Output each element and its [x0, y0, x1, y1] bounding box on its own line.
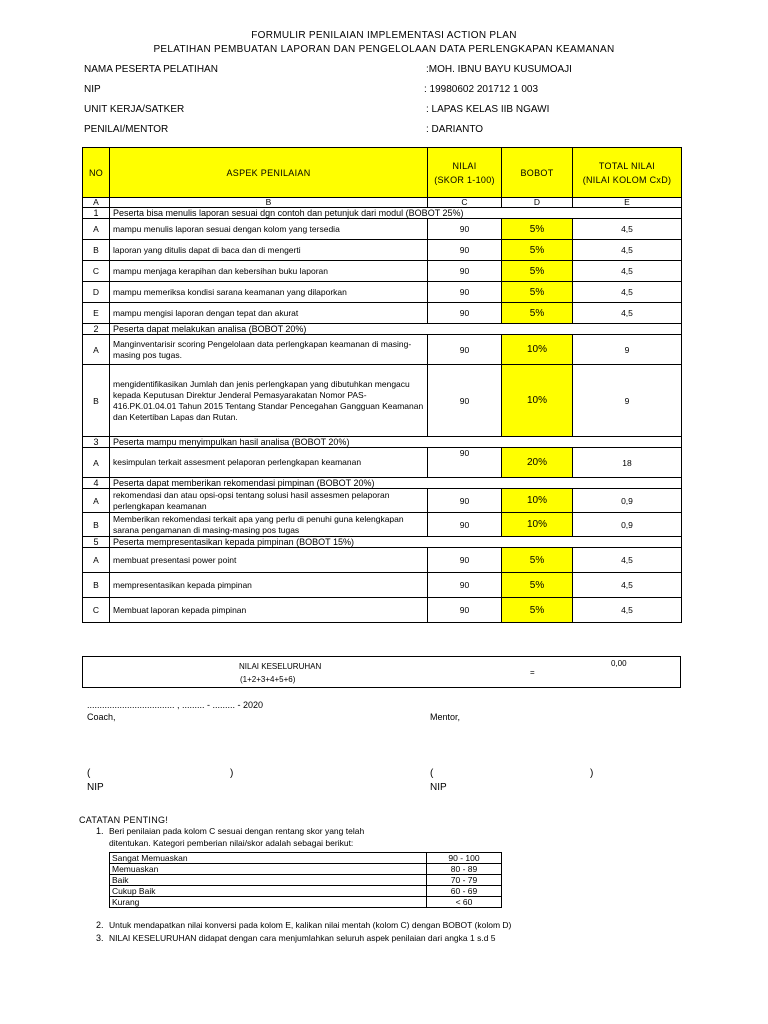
section-number: 4 [83, 478, 110, 489]
section-title: Peserta mempresentasikan kepada pimpinan (BOBOT 15%) [110, 537, 682, 548]
total-value: 4,5 [573, 240, 682, 261]
info-label-nip: NIP [84, 84, 101, 95]
note-3-number: 3. [96, 933, 104, 943]
row-letter: A [83, 548, 110, 573]
total-value: 4,5 [573, 598, 682, 623]
score-value: 90 [428, 303, 502, 324]
note-3-text: NILAI KESELURUHAN didapat dengan cara menjumlahkan seluruh aspek penilaian dari angka 1 s.d 5 [109, 933, 496, 943]
row-letter: B [83, 240, 110, 261]
form-subtitle: PELATIHAN PEMBUATAN LAPORAN DAN PENGELOLAAN DATA PERLENGKAPAN KEAMANAN [153, 44, 615, 55]
category-label: Cukup Baik [110, 886, 427, 897]
score-value: 90 [428, 282, 502, 303]
note-2-text: Untuk mendapatkan nilai konversi pada kolom E, kalikan nilai mentah (kolom C) dengan BOBOT (kolom D) [109, 920, 512, 930]
table-row [83, 548, 682, 573]
info-value-unit: : LAPAS KELAS IIB NGAWI [426, 104, 550, 115]
form-title: FORMULIR PENILAIAN IMPLEMENTASI ACTION PLAN [251, 30, 517, 41]
section-number: 2 [83, 324, 110, 335]
aspect-text: kesimpulan terkait assesment pelaporan perlengkapan keamanan [110, 448, 428, 478]
score-category-table [109, 852, 502, 908]
category-row [110, 864, 502, 875]
section-number: 3 [83, 437, 110, 448]
category-label: Sangat Memuaskan [110, 853, 427, 864]
aspect-text: Memberikan rekomendasi terkait apa yang perlu di penuhi guna kelengkapan sarana pengamanan di masing-masing pos tugas [110, 513, 428, 537]
score-value: 90 [428, 240, 502, 261]
header-bobot: BOBOT [502, 148, 573, 198]
note-2-number: 2. [96, 920, 104, 930]
aspect-text: rekomendasi dan atau opsi-opsi tentang solusi hasil assesmen pelaporan perlengkapan keamanan [110, 489, 428, 513]
total-value: 9 [573, 365, 682, 437]
table-header-row [83, 148, 682, 198]
date-line: ................................... , ......... - ......... - 2020 [87, 700, 264, 710]
total-value: 4,5 [573, 573, 682, 598]
category-range: 70 - 79 [427, 875, 502, 886]
aspect-text: mampu menulis laporan sesuai dengan kolom yang tersedia [110, 219, 428, 240]
note-1-number: 1. [96, 826, 104, 836]
weight-value: 10% [502, 335, 573, 365]
letter-e: E [573, 198, 682, 208]
score-value: 90 [428, 365, 502, 437]
note-1-line-2: ditentukan. Kategori pemberian nilai/skor adalah sebagai berikut: [109, 838, 354, 848]
category-range: 90 - 100 [427, 853, 502, 864]
table-row [83, 282, 682, 303]
score-value: 90 [428, 261, 502, 282]
header-nilai: NILAI (SKOR 1-100) [428, 148, 502, 198]
overall-score-label: NILAI KESELURUHAN [239, 662, 322, 671]
coach-name-close: ) [230, 768, 234, 779]
letter-d: D [502, 198, 573, 208]
category-label: Memuaskan [110, 864, 427, 875]
header-no: NO [83, 148, 110, 198]
info-value-nip: : 19980602 201712 1 003 [424, 84, 538, 95]
weight-value: 10% [502, 513, 573, 537]
aspect-text: mampu memeriksa kondisi sarana keamanan yang dilaporkan [110, 282, 428, 303]
total-value: 18 [573, 448, 682, 478]
score-value: 90 [428, 335, 502, 365]
score-value: 90 [428, 489, 502, 513]
note-1-line-1: Beri penilaian pada kolom C sesuai dengan rentang skor yang telah [109, 826, 365, 836]
row-letter: E [83, 303, 110, 324]
weight-value: 5% [502, 240, 573, 261]
header-total: TOTAL NILAI (NILAI KOLOM CxD) [573, 148, 682, 198]
score-value: 90 [428, 573, 502, 598]
total-value: 4,5 [573, 261, 682, 282]
assessment-table [82, 147, 682, 623]
mentor-name-open: ( [430, 768, 434, 779]
weight-value: 5% [502, 303, 573, 324]
mentor-name-close: ) [590, 768, 594, 779]
table-row [83, 303, 682, 324]
table-row [83, 513, 682, 537]
category-label: Kurang [110, 897, 427, 908]
aspect-text: mempresentasikan kepada pimpinan [110, 573, 428, 598]
section-title: Peserta dapat memberikan rekomendasi pimpinan (BOBOT 20%) [110, 478, 682, 489]
total-value: 4,5 [573, 548, 682, 573]
overall-score-value: 0,00 [611, 659, 627, 668]
table-row [83, 598, 682, 623]
letter-c: C [428, 198, 502, 208]
category-row [110, 897, 502, 908]
row-letter: C [83, 598, 110, 623]
row-letter: A [83, 219, 110, 240]
category-range: 60 - 69 [427, 886, 502, 897]
aspect-text: membuat presentasi power point [110, 548, 428, 573]
row-letter: A [83, 448, 110, 478]
total-value: 4,5 [573, 303, 682, 324]
category-range: < 60 [427, 897, 502, 908]
weight-value: 5% [502, 261, 573, 282]
section-row [83, 478, 682, 489]
table-row [83, 573, 682, 598]
table-row [83, 448, 682, 478]
section-row [83, 324, 682, 335]
section-title: Peserta mampu menyimpulkan hasil analisa (BOBOT 20%) [110, 437, 682, 448]
total-value: 4,5 [573, 282, 682, 303]
letter-b: B [110, 198, 428, 208]
section-number: 1 [83, 208, 110, 219]
score-value: 90 [428, 513, 502, 537]
table-row [83, 240, 682, 261]
info-label-unit: UNIT KERJA/SATKER [84, 104, 185, 115]
total-value: 0,9 [573, 513, 682, 537]
overall-score-equals: = [530, 668, 535, 677]
total-value: 9 [573, 335, 682, 365]
category-label: Baik [110, 875, 427, 886]
header-aspek: ASPEK PENILAIAN [110, 148, 428, 198]
category-row [110, 875, 502, 886]
row-letter: A [83, 489, 110, 513]
category-range: 80 - 89 [427, 864, 502, 875]
overall-score-box [82, 656, 681, 688]
total-value: 0,9 [573, 489, 682, 513]
row-letter: D [83, 282, 110, 303]
section-row [83, 537, 682, 548]
info-value-mentor: : DARIANTO [426, 124, 484, 135]
weight-value: 10% [502, 365, 573, 437]
coach-nip: NIP [87, 782, 104, 793]
weight-value: 5% [502, 548, 573, 573]
mentor-nip: NIP [430, 782, 447, 793]
table-row [83, 219, 682, 240]
table-row [83, 335, 682, 365]
table-row [83, 261, 682, 282]
overall-score-formula: (1+2+3+4+5+6) [240, 675, 296, 684]
aspect-text: mampu menjaga kerapihan dan kebersihan buku laporan [110, 261, 428, 282]
row-letter: C [83, 261, 110, 282]
coach-label: Coach, [87, 712, 116, 722]
weight-value: 20% [502, 448, 573, 478]
section-number: 5 [83, 537, 110, 548]
aspect-text: Manginventarisir scoring Pengelolaan data perlengkapan keamanan di masing-masing pos tugas. [110, 335, 428, 365]
letter-a: A [83, 198, 110, 208]
aspect-text: laporan yang ditulis dapat di baca dan di mengerti [110, 240, 428, 261]
table-row [83, 365, 682, 437]
info-value-nama: :MOH. IBNU BAYU KUSUMOAJI [426, 64, 572, 75]
score-value: 90 [428, 598, 502, 623]
row-letter: B [83, 365, 110, 437]
total-value: 4,5 [573, 219, 682, 240]
score-value: 90 [428, 219, 502, 240]
category-row [110, 853, 502, 864]
aspect-text: Membuat laporan kepada pimpinan [110, 598, 428, 623]
row-letter: A [83, 335, 110, 365]
aspect-text: mengidentifikasikan Jumlah dan jenis perlengkapan yang dibutuhkan mengacu kepada Keputusan Direktur Jenderal Pemasyarakatan Nomor PAS-416.PK.01.04.01 Tahun 2015 Tentang Standar Pencegahan Gangguan Keamanan dan Ketertiban Lapas dan Rutan. [110, 365, 428, 437]
weight-value: 5% [502, 573, 573, 598]
weight-value: 10% [502, 489, 573, 513]
category-row [110, 886, 502, 897]
info-label-nama: NAMA PESERTA PELATIHAN [84, 64, 218, 75]
section-row [83, 437, 682, 448]
weight-value: 5% [502, 219, 573, 240]
coach-name-open: ( [87, 768, 91, 779]
weight-value: 5% [502, 598, 573, 623]
notes-title: CATATAN PENTING! [79, 815, 169, 825]
score-value: 90 [428, 548, 502, 573]
section-row [83, 208, 682, 219]
row-letter: B [83, 573, 110, 598]
row-letter: B [83, 513, 110, 537]
section-title: Peserta bisa menulis laporan sesuai dgn contoh dan petunjuk dari modul (BOBOT 25%) [110, 208, 682, 219]
column-letter-row [83, 198, 682, 208]
score-value: 90 [428, 448, 502, 478]
section-title: Peserta dapat melakukan analisa (BOBOT 20%) [110, 324, 682, 335]
table-row [83, 489, 682, 513]
info-label-mentor: PENILAI/MENTOR [84, 124, 169, 135]
aspect-text: mampu mengisi laporan dengan tepat dan akurat [110, 303, 428, 324]
mentor-label: Mentor, [430, 712, 461, 722]
weight-value: 5% [502, 282, 573, 303]
